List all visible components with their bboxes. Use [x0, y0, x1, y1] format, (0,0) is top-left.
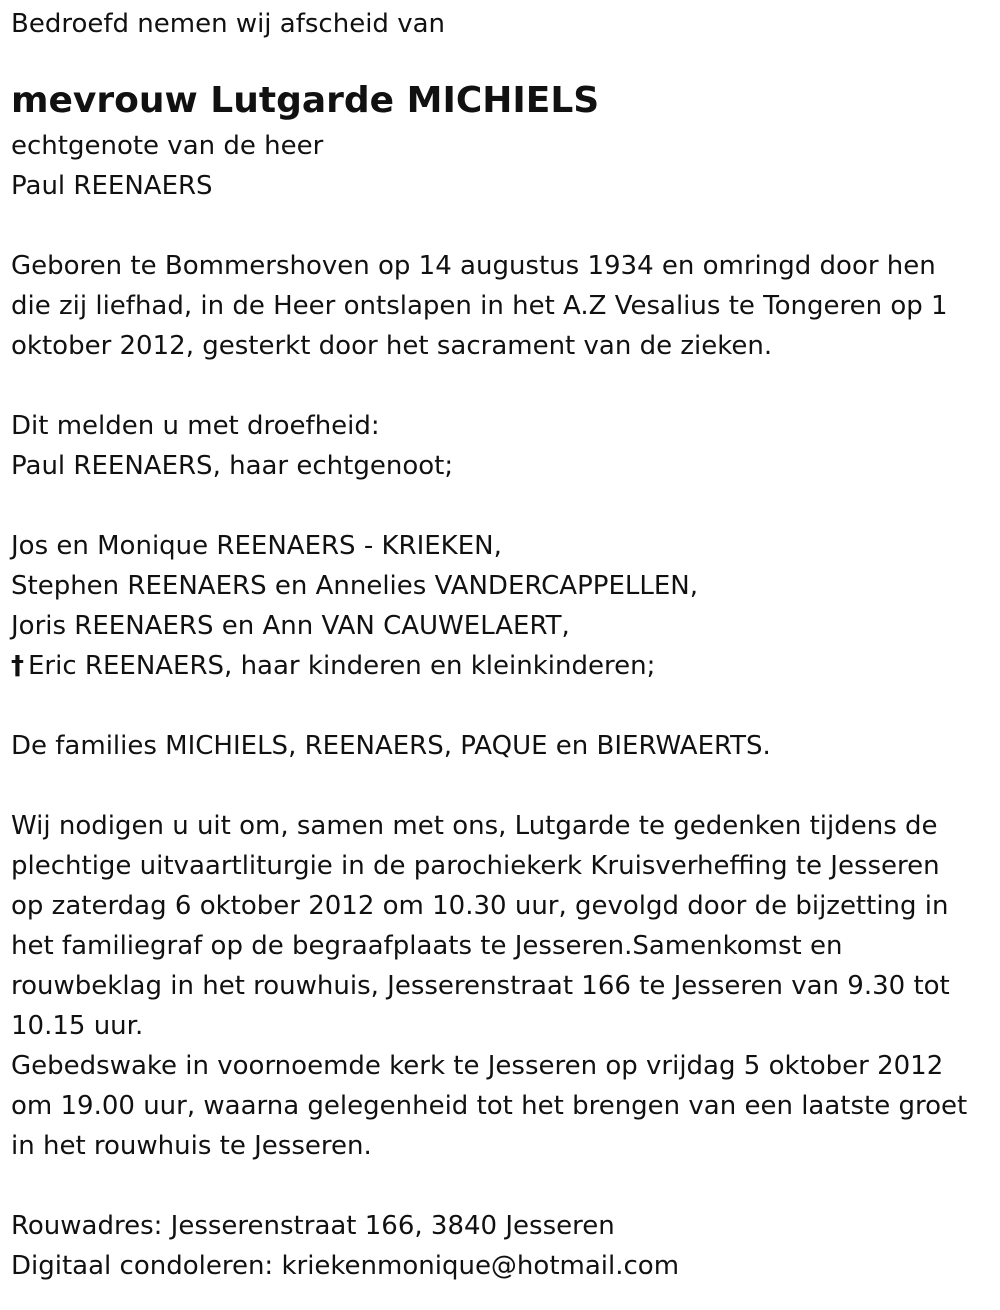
child-line: Jos en Monique REENAERS - KRIEKEN,: [11, 531, 502, 561]
paragraph-line: het familiegraf op de begraafplaats te Jesseren.Samenkomst en: [11, 931, 843, 961]
spacer: [11, 1166, 993, 1206]
spacer: [11, 686, 993, 726]
paragraph-line: 10.15 uur.: [11, 1011, 144, 1041]
address-line: Rouwadres: Jesserenstraat 166, 3840 Jesseren: [11, 1211, 615, 1241]
paragraph-line: oktober 2012, gesterkt door het sacrament van de zieken.: [11, 331, 773, 361]
paragraph-line: Geboren te Bommershoven op 14 augustus 1934 en omringd door hen: [11, 251, 936, 281]
spacer: [11, 766, 993, 806]
cross-icon: †: [11, 651, 24, 681]
announce-label: Dit melden u met droefheid:: [11, 411, 380, 441]
deceased-name: mevrouw Lutgarde MICHIELS: [11, 80, 600, 121]
paragraph-line: op zaterdag 6 oktober 2012 om 10.30 uur, gevolgd door de bijzetting in: [11, 891, 949, 921]
families-line: De families MICHIELS, REENAERS, PAQUE en BIERWAERTS.: [11, 731, 771, 761]
spouse-name: Paul REENAERS: [11, 171, 213, 201]
spouse-label: echtgenote van de heer: [11, 131, 324, 161]
paragraph-line: in het rouwhuis te Jesseren.: [11, 1131, 372, 1161]
spacer: [11, 44, 993, 76]
paragraph-line: om 19.00 uur, waarna gelegenheid tot het brengen van een laatste groet: [11, 1091, 968, 1121]
intro-text: Bedroefd nemen wij afscheid van: [11, 9, 445, 39]
birth-paragraph: [11, 246, 993, 366]
paragraph-line: Gebedswake in voornoemde kerk te Jesseren op vrijdag 5 oktober 2012: [11, 1051, 944, 1081]
paragraph-line: plechtige uitvaartliturgie in de parochiekerk Kruisverheffing te Jesseren: [11, 851, 940, 881]
paragraph-line: Wij nodigen u uit om, samen met ons, Lutgarde te gedenken tijdens de: [11, 811, 938, 841]
child-line: Stephen REENAERS en Annelies VANDERCAPPELLEN,: [11, 571, 698, 601]
spacer: [11, 366, 993, 406]
spacer: [11, 486, 993, 526]
deceased-child-line: [11, 646, 993, 686]
spacer: [11, 206, 993, 246]
condolence-line: Digitaal condoleren: kriekenmonique@hotmail.com: [11, 1251, 680, 1281]
deceased-child-text: Eric REENAERS, haar kinderen en kleinkinderen;: [28, 651, 656, 681]
children-list: [11, 526, 993, 686]
paragraph-line: die zij liefhad, in de Heer ontslapen in het A.Z Vesalius te Tongeren op 1: [11, 291, 948, 321]
obituary-document: [11, 4, 993, 1286]
husband-line: Paul REENAERS, haar echtgenoot;: [11, 451, 454, 481]
paragraph-line: rouwbeklag in het rouwhuis, Jesserenstraat 166 te Jesseren van 9.30 tot: [11, 971, 950, 1001]
child-line: Joris REENAERS en Ann VAN CAUWELAERT,: [11, 611, 570, 641]
ceremony-paragraph: [11, 806, 993, 1166]
